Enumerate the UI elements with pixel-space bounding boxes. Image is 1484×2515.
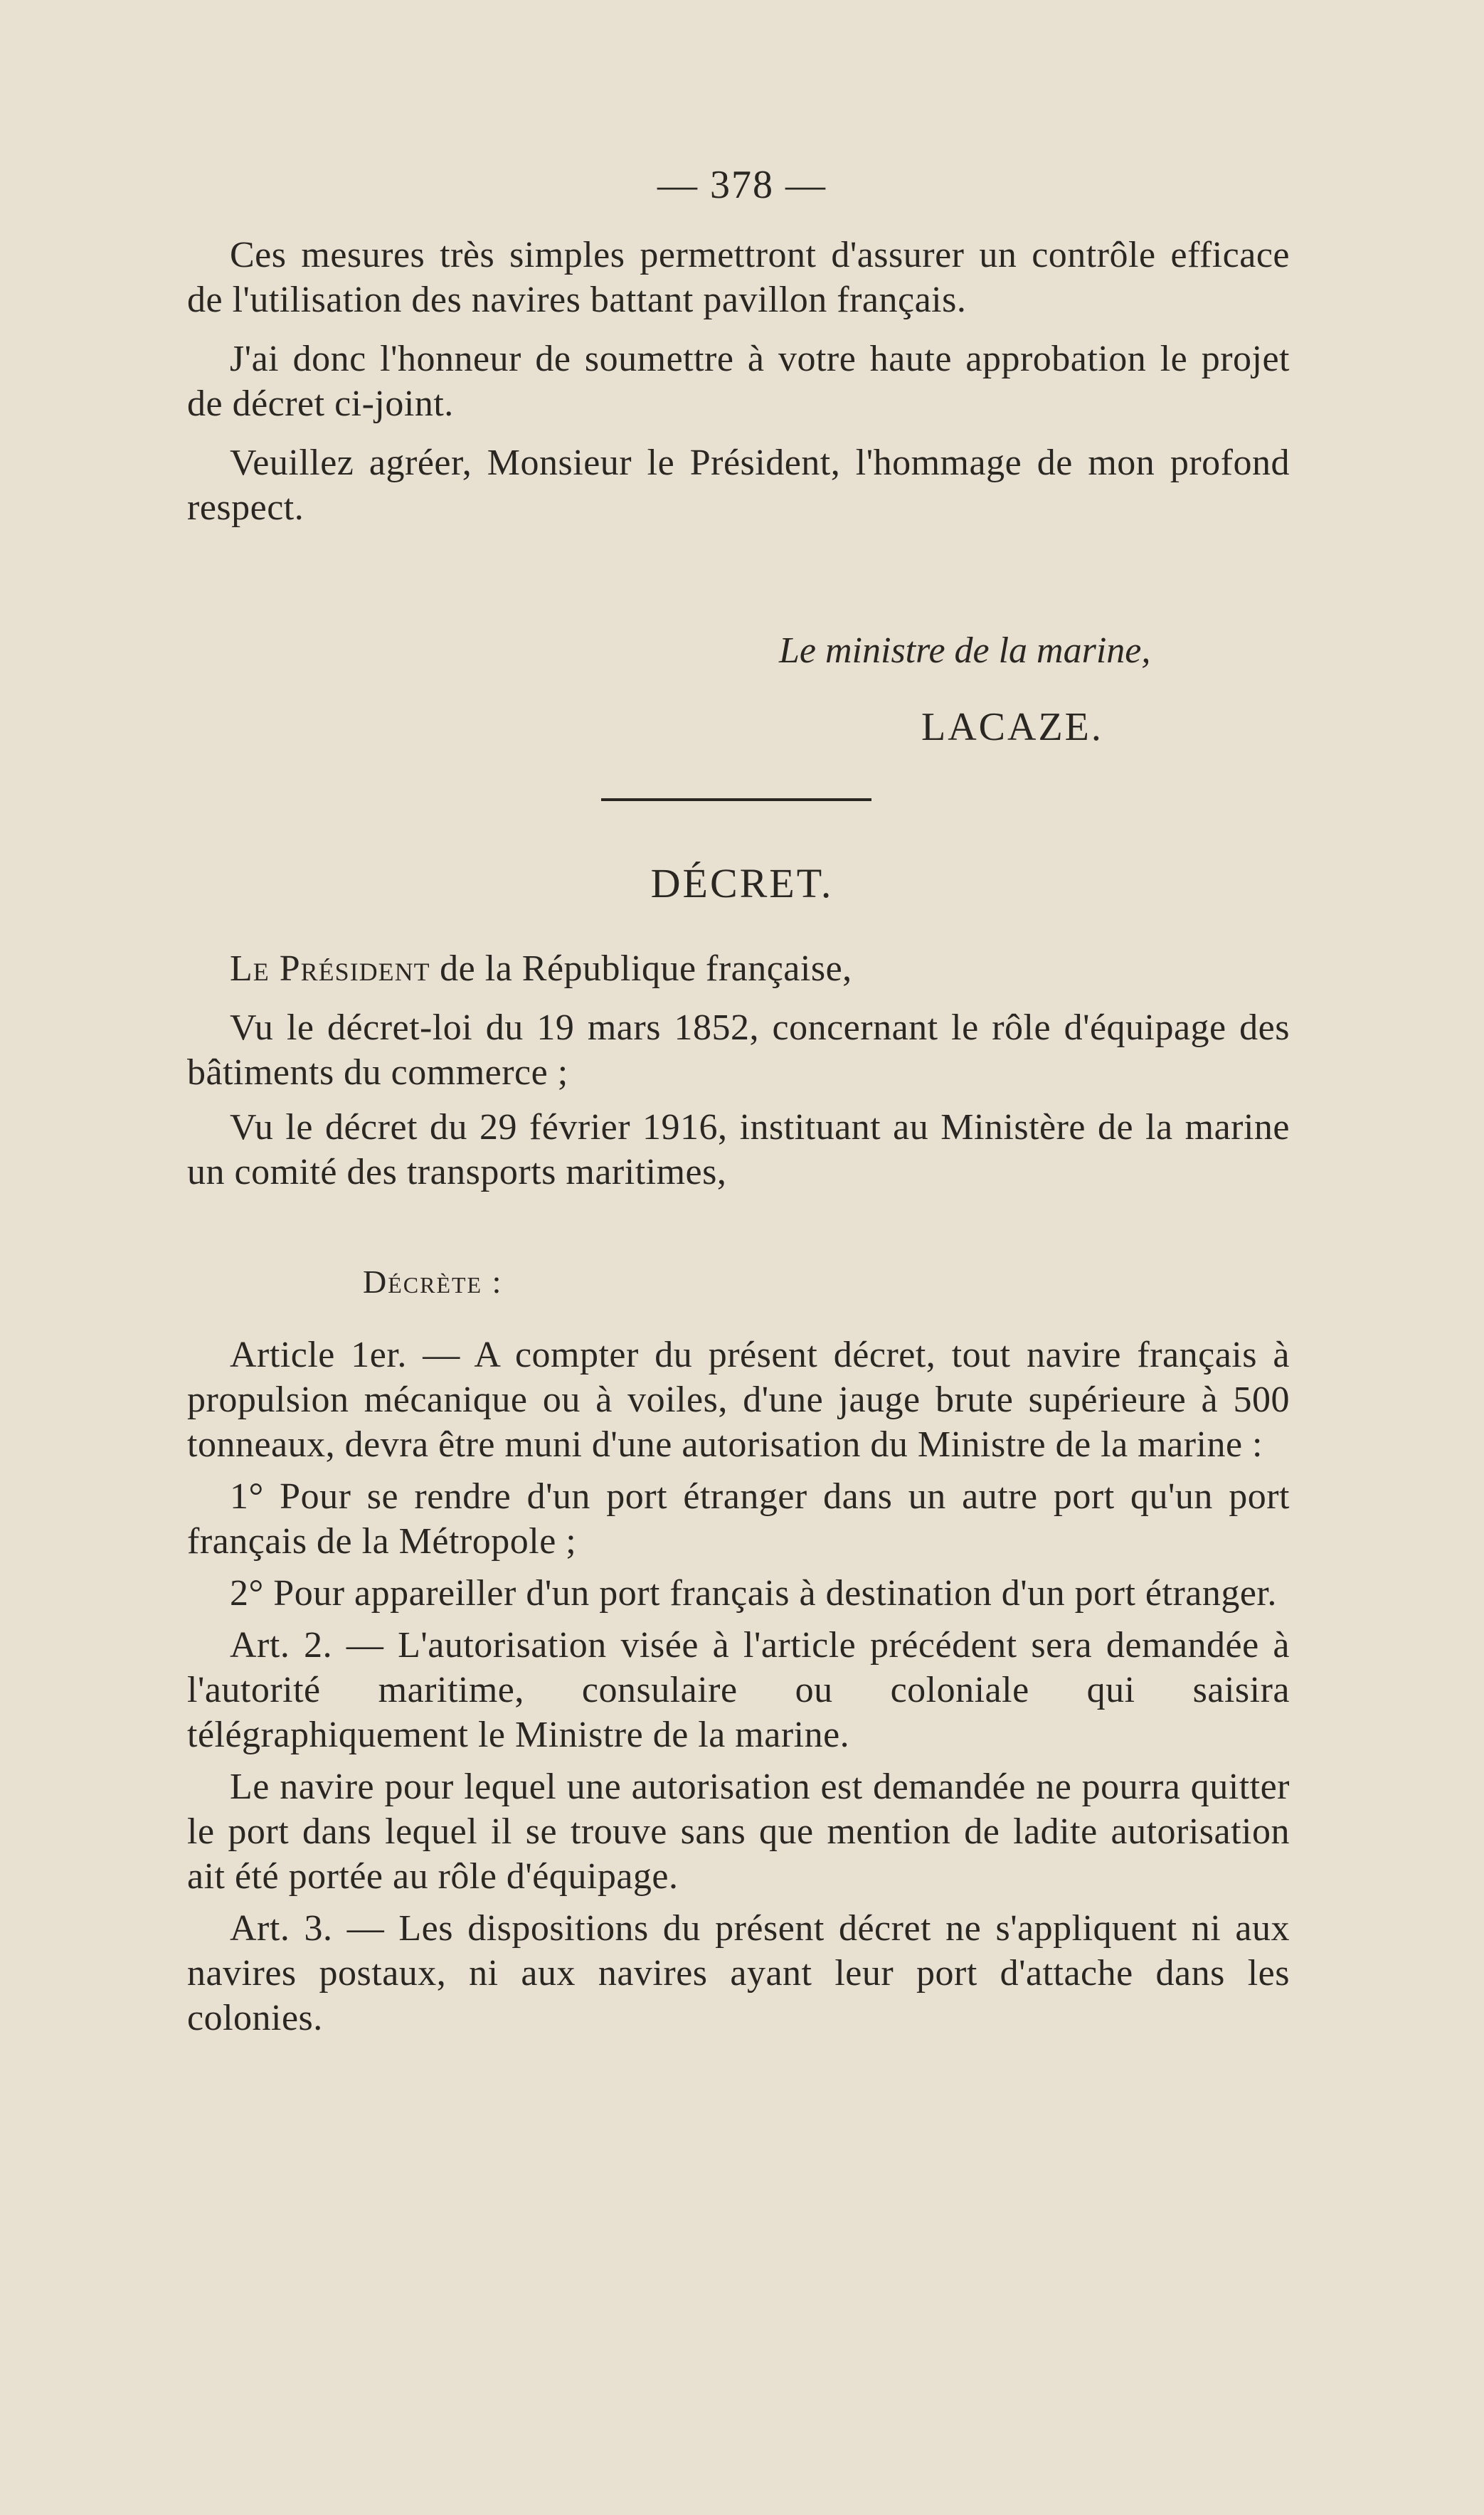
- article-2-paragraph-2: Le navire pour lequel une autorisation est demandée ne pourra quitter le port dans lequel il se trouve sans que mention de ladite autorisation ait été portée au rôle d'équipage.: [187, 1767, 1290, 1897]
- article-1-item-1: 1° Pour se rendre d'un port étranger dans un autre port qu'un port français de la Métropole ;: [187, 1476, 1290, 1562]
- intro-paragraph-3: Veuillez agréer, Monsieur le Président, l'hommage de mon profond respect.: [187, 443, 1290, 528]
- president-rest: de la République française,: [430, 948, 852, 989]
- article-1-item-2: 2° Pour appareiller d'un port français à destination d'un port étranger.: [230, 1573, 1277, 1614]
- page-number: — 378 —: [657, 163, 827, 207]
- article-3: Art. 3. — Les dispositions du présent décret ne s'appliquent ni aux navires postaux, ni aux navires ayant leur port d'attache dans les colonies.: [187, 1908, 1290, 2038]
- president-caps: Le Président: [230, 948, 430, 989]
- decree-articles: [187, 1333, 1290, 2040]
- intro-paragraph-1: Ces mesures très simples permettront d'assurer un contrôle efficace de l'utilisation des navires battant pavillon français.: [187, 235, 1290, 320]
- signature-name: LACAZE.: [921, 705, 1103, 749]
- decrete-heading: Décrète :: [363, 1264, 503, 1300]
- signature-title: Le ministre de la marine,: [779, 630, 1151, 671]
- decree-title: DÉCRET.: [650, 860, 834, 906]
- intro-text: [187, 233, 1290, 530]
- section-divider: [601, 798, 871, 801]
- vu-paragraph-2: Vu le décret du 29 février 1916, instituant au Ministère de la marine un comité des transports maritimes,: [187, 1107, 1290, 1192]
- president-line: [187, 946, 1290, 991]
- vu-paragraph-1: Vu le décret-loi du 19 mars 1852, concernant le rôle d'équipage des bâtiments du commerce ;: [187, 1007, 1290, 1093]
- article-2: Art. 2. — L'autorisation visée à l'article précédent sera demandée à l'autorité maritime, consulaire ou coloniale qui saisira télégraphiquement le Ministre de la marine.: [187, 1625, 1290, 1755]
- decree-preamble: [187, 946, 1290, 1195]
- article-1: Article 1er. — A compter du présent décret, tout navire français à propulsion mécanique ou à voiles, d'une jauge brute supérieure à 500 tonneaux, devra être muni d'une autorisation du Ministre de la marine :: [187, 1335, 1290, 1465]
- intro-paragraph-2: J'ai donc l'honneur de soumettre à votre haute approbation le projet de décret ci-joint.: [187, 339, 1290, 424]
